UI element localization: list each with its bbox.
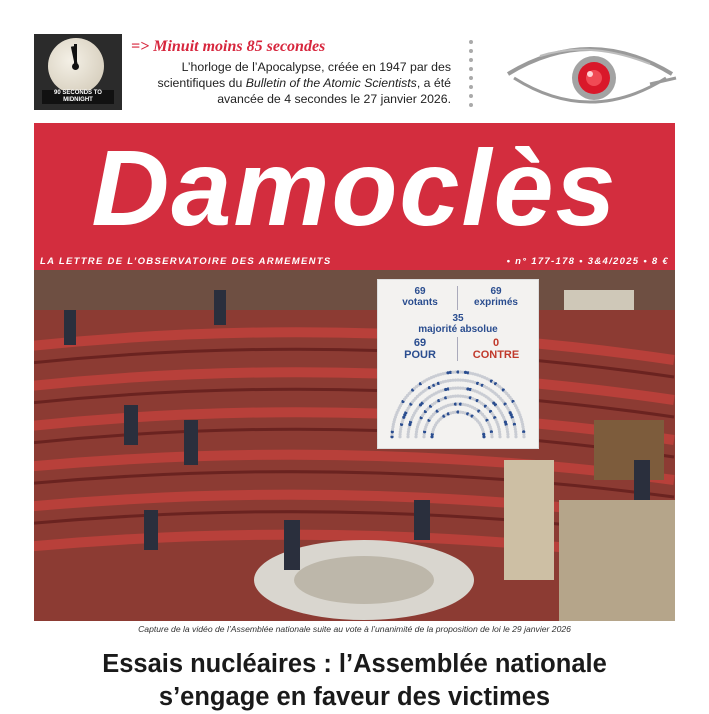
votants-label: votants: [402, 297, 438, 308]
tagline-price: • 8 €: [643, 256, 669, 267]
teaser-title[interactable]: => Minuit moins 85 secondes: [131, 38, 326, 55]
photo-caption: Capture de la vidéo de l’Assemblée nationale suite au vote à l’unanimité de la proposition de loi le 29 janvier 2026: [138, 624, 571, 634]
votants-count: 69: [414, 286, 426, 297]
tagline-issue: • n° 177-178 •: [506, 256, 584, 267]
contre-label: CONTRE: [472, 349, 520, 361]
assembly-photo: [34, 270, 675, 621]
headline-line-1: Essais nucléaires : l’Assemblée nationale: [102, 650, 607, 678]
observatoire-eye-logo: [500, 34, 680, 114]
hemicycle-vote-chart: [386, 366, 530, 442]
vote-results-panel: [377, 279, 539, 449]
exprimes-label: exprimés: [474, 297, 518, 308]
doomsday-clock-image: [34, 34, 122, 110]
masthead: [34, 123, 675, 254]
exprimes-count: 69: [490, 286, 502, 297]
pour-count: 69: [413, 337, 427, 349]
dotted-separator: [469, 40, 473, 110]
headline-line-2: s’engage en faveur des victimes: [158, 683, 551, 711]
seat-dot: [522, 435, 525, 438]
seat-dot: [498, 435, 501, 438]
seat-dot: [514, 435, 517, 438]
main-headline: [0, 648, 709, 714]
tagline-publication: LA LETTRE DE L’OBSERVATOIRE DES ARMEMENTS: [40, 256, 332, 267]
teaser-body: L’horloge de l’Apocalypse, créée en 1947 par des scientifiques du Bulletin of the Atomic Scientists, a été avancée de 4 secondes le 27 janvier 2026.: [157, 60, 451, 106]
majorite-label: majorité absolue: [418, 324, 498, 335]
teaser-block: [131, 38, 451, 107]
seat-dot: [482, 435, 485, 438]
masthead-tagline: [34, 254, 675, 270]
majorite-count: 35: [452, 313, 464, 324]
tagline-date: 3&4/2025: [587, 256, 640, 267]
seat-dot: [490, 435, 493, 438]
clock-caption: 90 SECONDS TO MIDNIGHT: [42, 90, 114, 104]
seat-dot: [506, 435, 509, 438]
contre-count: 0: [492, 337, 500, 349]
pour-label: POUR: [404, 349, 436, 361]
masthead-title: Damoclès: [91, 127, 618, 248]
